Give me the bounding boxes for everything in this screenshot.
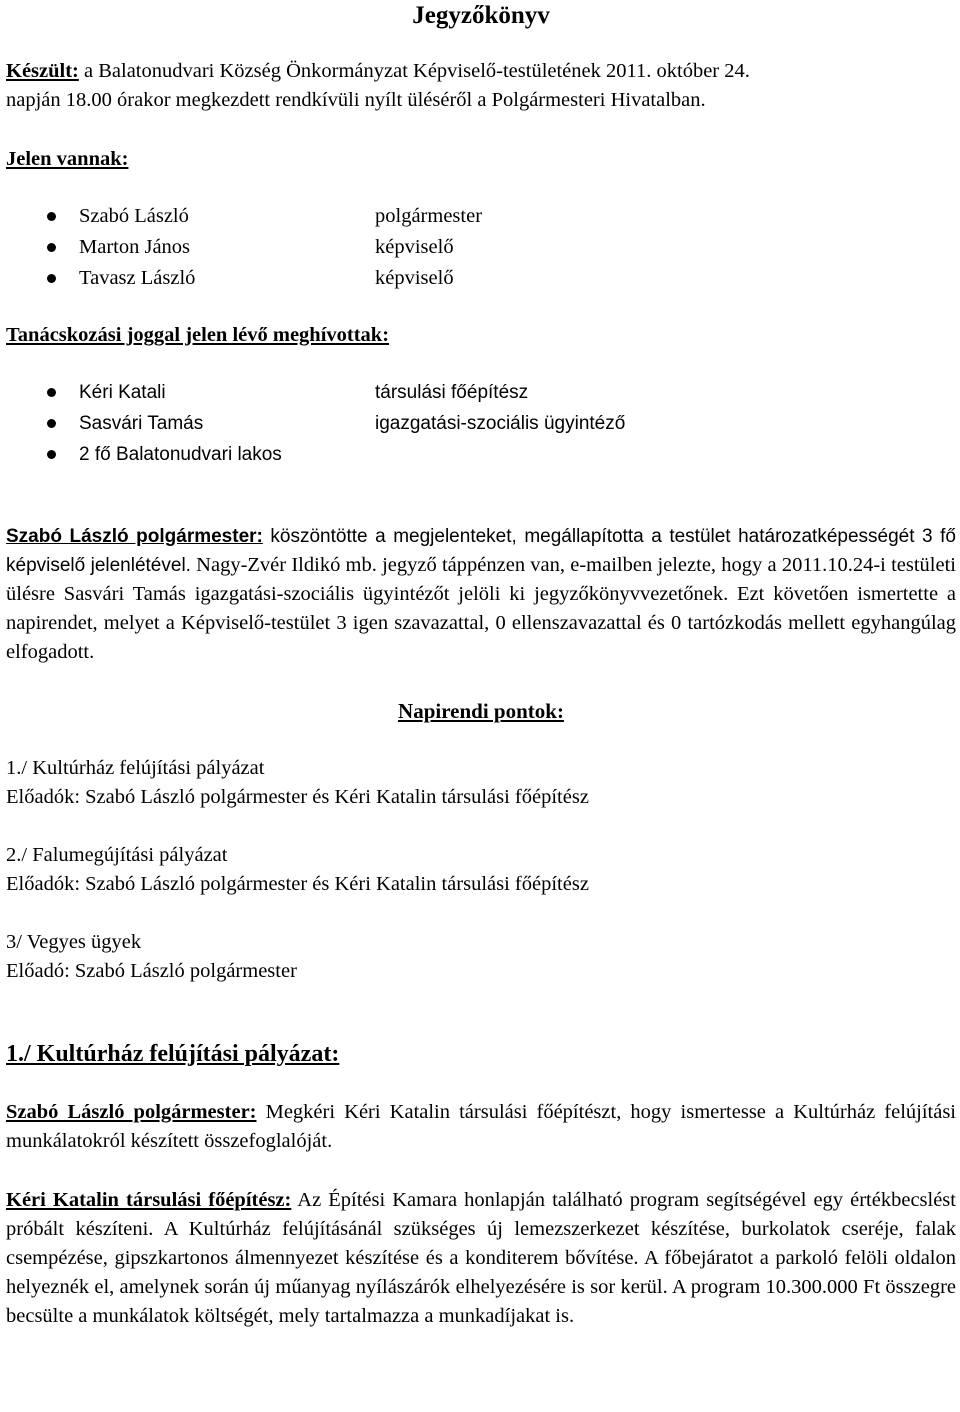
- section1-heading: 1./ Kultúrház felújítási pályázat:: [6, 1041, 340, 1067]
- person-name: Marton János: [79, 236, 191, 258]
- person-name: Tavasz László: [79, 267, 196, 289]
- agenda-item-presenter: Előadók: Szabó László polgármester és Kéri Katalin társulási főépítész: [6, 786, 589, 808]
- agenda-item-presenter: Előadók: Szabó László polgármester és Kéri Katalin társulási főépítész: [6, 873, 589, 895]
- agenda-item-title: 2./ Falumegújítási pályázat: [6, 844, 228, 866]
- opening-text-a: köszöntötte a megjelenteket, megállapította a testület határozatképességét 3 fő képviselő jelenlétével.: [6, 526, 956, 576]
- opening-text-b: Nagy-Zvér Ildikó mb. jegyző táppénzen van, e-mailben jelezte, hogy a 2011.10.24-i testületi ülésre Sasvári Tamás igazgatási-szociális ügyintézőt jelöli ki jegyzőkönyvvezetőnek.: [6, 554, 956, 605]
- document-page: [6, 0, 956, 1331]
- agenda-item-title: 3/ Vegyes ügyek: [6, 931, 142, 953]
- bullet-icon: [47, 419, 56, 428]
- section1-p2-speaker: Kéri Katalin társulási főépítész:: [6, 1189, 292, 1211]
- bullet-icon: [47, 388, 56, 397]
- list-item: [6, 408, 956, 439]
- intro-label: Készült:: [6, 60, 79, 82]
- list-item: [6, 377, 956, 408]
- section1-p1-text: Megkéri Kéri Katalin társulási főépítészt, hogy ismertesse a Kultúrház felújítási munkálatokról készített összefoglalóját.: [6, 1101, 956, 1152]
- list-item: [6, 232, 956, 263]
- agenda-item: [6, 841, 956, 899]
- present-heading-text: Jelen vannak:: [6, 148, 129, 170]
- invited-heading-text: Tanácskozási joggal jelen lévő meghívottak:: [6, 324, 390, 346]
- person-name: Kéri Katali: [79, 382, 166, 403]
- agenda-item: [6, 928, 956, 986]
- agenda-item-presenter: Előadó: Szabó László polgármester: [6, 960, 297, 982]
- section1-paragraph1: [6, 1098, 956, 1156]
- person-name: Szabó László: [79, 205, 189, 227]
- section1-p2-text: Az Építési Kamara honlapján található program segítségével egy értékbecslést próbált készíteni. A Kultúrház felújításánál szükséges új lemezszerkezet készítése, burkolatok cseréje, falak csempézése, gipszkartonos álmennyezet készítése és a konditerem bővítése. A főbejáratot a parkoló felöli oldalon helyeznék el, amelynek során új műanyag nyílászárók elhelyezésére is sor kerül. A program 10.300.000 Ft összegre becsülte a munkálatok költségét, mely tartalmazza a munkadíjakat is.: [6, 1189, 956, 1327]
- invited-list: [6, 377, 956, 470]
- section1-paragraph2: [6, 1186, 956, 1331]
- list-item: [6, 201, 956, 232]
- person-name: Sasvári Tamás: [79, 413, 204, 434]
- present-heading: [6, 145, 956, 174]
- person-role: igazgatási-szociális ügyintéző: [375, 413, 626, 434]
- bullet-icon: [47, 243, 56, 252]
- document-title: Jegyzőkönyv: [412, 2, 550, 29]
- person-role: képviselő: [375, 267, 454, 289]
- person-role: társulási főépítész: [375, 382, 529, 403]
- opening-speaker: Szabó László polgármester:: [6, 526, 263, 547]
- present-list: [6, 201, 956, 294]
- list-item: [6, 439, 956, 470]
- intro-text-line1: a Balatonudvari Község Önkormányzat Képviselő-testületének 2011. október 24.: [78, 60, 750, 82]
- opening-paragraph: [6, 522, 956, 667]
- section1-p1-speaker: Szabó László polgármester:: [6, 1101, 257, 1123]
- bullet-icon: [47, 274, 56, 283]
- intro-text-line2: napján 18.00 órakor megkezdett rendkívüli nyílt üléséről a Polgármesteri Hivatalban.: [6, 89, 706, 111]
- bullet-icon: [47, 212, 56, 221]
- agenda-item: [6, 754, 956, 812]
- agenda-item-title: 1./ Kultúrház felújítási pályázat: [6, 757, 265, 779]
- agenda-heading: Napirendi pontok:: [398, 699, 564, 723]
- person-name: 2 fő Balatonudvari lakos: [79, 444, 282, 465]
- person-role: képviselő: [375, 236, 454, 258]
- opening-text-c: Ezt követően ismertette a napirendet, melyet a Képviselő-testület 3 igen szavazattal, 0 ellenszavazattal és 0 tartózkodás mellett egyhangúlag elfogadott.: [6, 583, 956, 663]
- person-role: polgármester: [375, 205, 483, 227]
- agenda-list: [6, 754, 956, 986]
- intro-paragraph: [6, 57, 956, 115]
- invited-heading: [6, 321, 956, 350]
- list-item: [6, 263, 956, 294]
- bullet-icon: [47, 450, 56, 459]
